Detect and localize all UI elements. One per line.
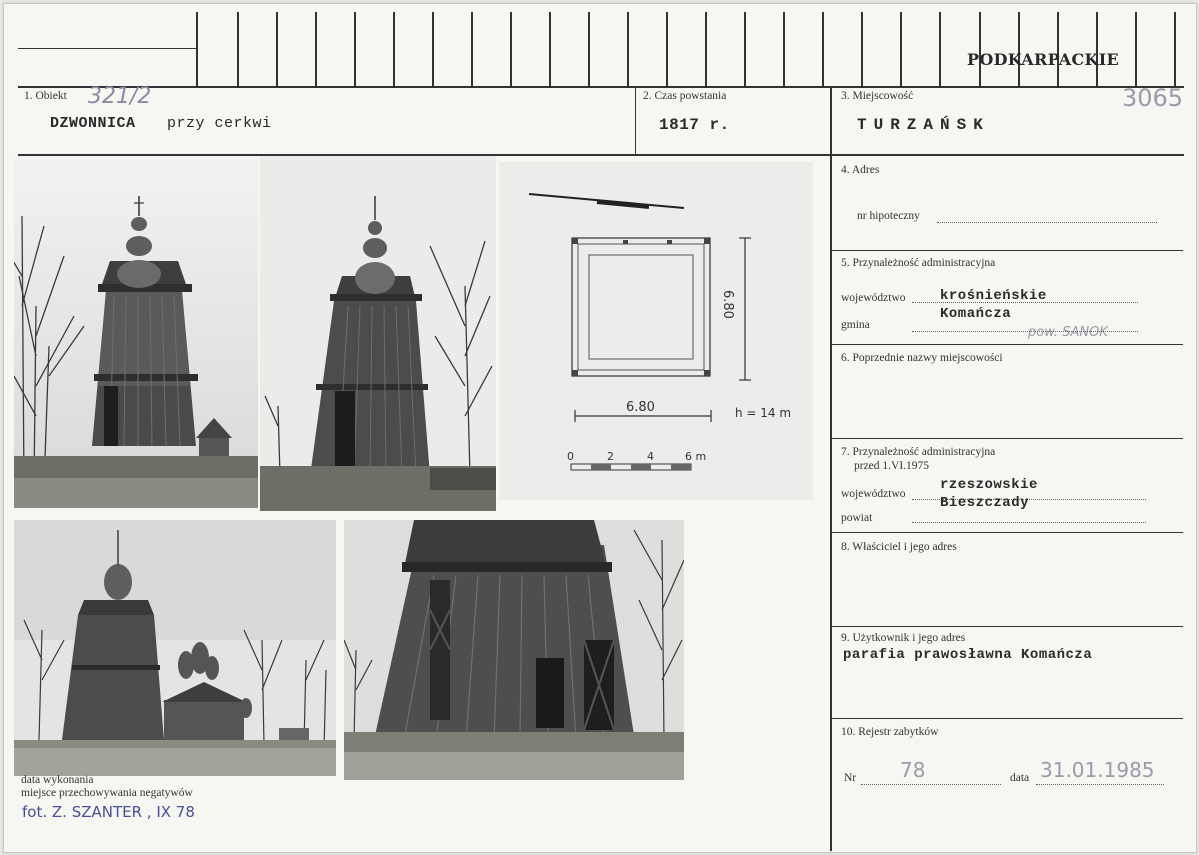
strip-tick [276,12,278,86]
field-przynaleznosc-label: 5. Przynależność administracyjna [841,257,996,269]
strip-tick [393,12,395,86]
strip-tick [588,12,590,86]
field-uzytkownik-label: 9. Użytkownik i jego adres [841,632,966,644]
strip-tick [196,12,198,86]
obiekt-number: 321/2 [88,84,152,109]
rejestr-data-value: 31.01.1985 [1040,758,1155,782]
strip-tick [354,12,356,86]
powiat-value: Bieszczady [940,495,1030,511]
strip-tick [744,12,746,86]
strip-tick [822,12,824,86]
field-rejestr-label: 10. Rejestr zabytków [841,726,939,738]
gmina-label: gmina [841,319,870,331]
strip-tick [979,12,981,86]
scale-4: 4 [647,450,654,463]
catalog-card [3,3,1197,853]
obiekt-value-rest: przy cerkwi [167,115,272,132]
field-obiekt-label: 1. Obiekt [24,90,67,102]
photo-belltower-side [260,156,496,511]
wojewodztwo-value: krośnieńskie [940,288,1047,304]
photo-belltower-with-church [14,520,336,776]
rejestr-nr-value: 78 [900,758,926,782]
scale-6: 6 m [685,450,707,463]
strip-tick [1057,12,1059,86]
strip-tick [315,12,317,86]
strip-tick [1174,12,1176,86]
strip-tick [783,12,785,86]
field-miejscowosc-label: 3. Miejscowość [841,90,914,102]
footer-data-wykonania: data wykonania [21,774,94,786]
photo-belltower-closeup [344,520,684,780]
strip-tick [471,12,473,86]
scale-2: 2 [607,450,614,463]
strip-tick [627,12,629,86]
field-przed-label-2: przed 1.VI.1975 [854,460,930,472]
plan-height-note: h = 14 m [735,406,792,420]
gmina-value: Komańcza [940,306,1012,322]
field-czas-label: 2. Czas powstania [643,90,727,102]
scale-0: 0 [567,450,574,463]
gmina-handwritten: pow. SANOK [1028,325,1108,340]
footer-miejsce: miejsce przechowywania negatywów [21,787,193,799]
hipoteczny-label: nr hipoteczny [857,210,920,222]
strip-tick [237,12,239,86]
powiat-label: powiat [841,512,873,524]
plan-dim-horizontal: 6.80 [626,400,655,415]
field-przed-label: 7. Przynależność administracyjna [841,446,996,458]
strip-tick [900,12,902,86]
strip-tick [1135,12,1137,86]
strip-tick [705,12,707,86]
strip-tick [549,12,551,86]
strip-tick [510,12,512,86]
field-adres-label: 4. Adres [841,164,880,176]
strip-tick [1096,12,1098,86]
wojewodztwo-przed-label: województwo [841,488,906,500]
miejscowosc-number: 3065 [1122,84,1184,112]
rejestr-data-label: data [1010,772,1030,784]
wojewodztwo-przed-value: rzeszowskie [940,477,1038,493]
miejscowosc-value: TURZAŃSK [857,116,990,134]
obiekt-value-main: DZWONNICA [50,115,136,132]
field-wlasciciel-label: 8. Właściciel i jego adres [841,541,957,553]
plan-dim-vertical: 6.80 [720,290,735,319]
field-poprzednie-label: 6. Poprzednie nazwy miejscowości [841,352,1003,364]
wojewodztwo-label: województwo [841,292,906,304]
region-title: PODKARPACKIE [967,50,1120,69]
czas-value: 1817 r. [659,116,730,134]
floor-plan [499,162,813,500]
footer-handwritten: fot. Z. SZANTER , IX 78 [22,803,195,821]
photo-belltower-front [14,156,258,508]
strip-tick [1018,12,1020,86]
uzytkownik-value: parafia prawosławna Komańcza [843,647,1093,663]
strip-tick [861,12,863,86]
strip-tick [432,12,434,86]
rejestr-nr-label: Nr [844,772,857,784]
strip-tick [666,12,668,86]
strip-tick [939,12,941,86]
